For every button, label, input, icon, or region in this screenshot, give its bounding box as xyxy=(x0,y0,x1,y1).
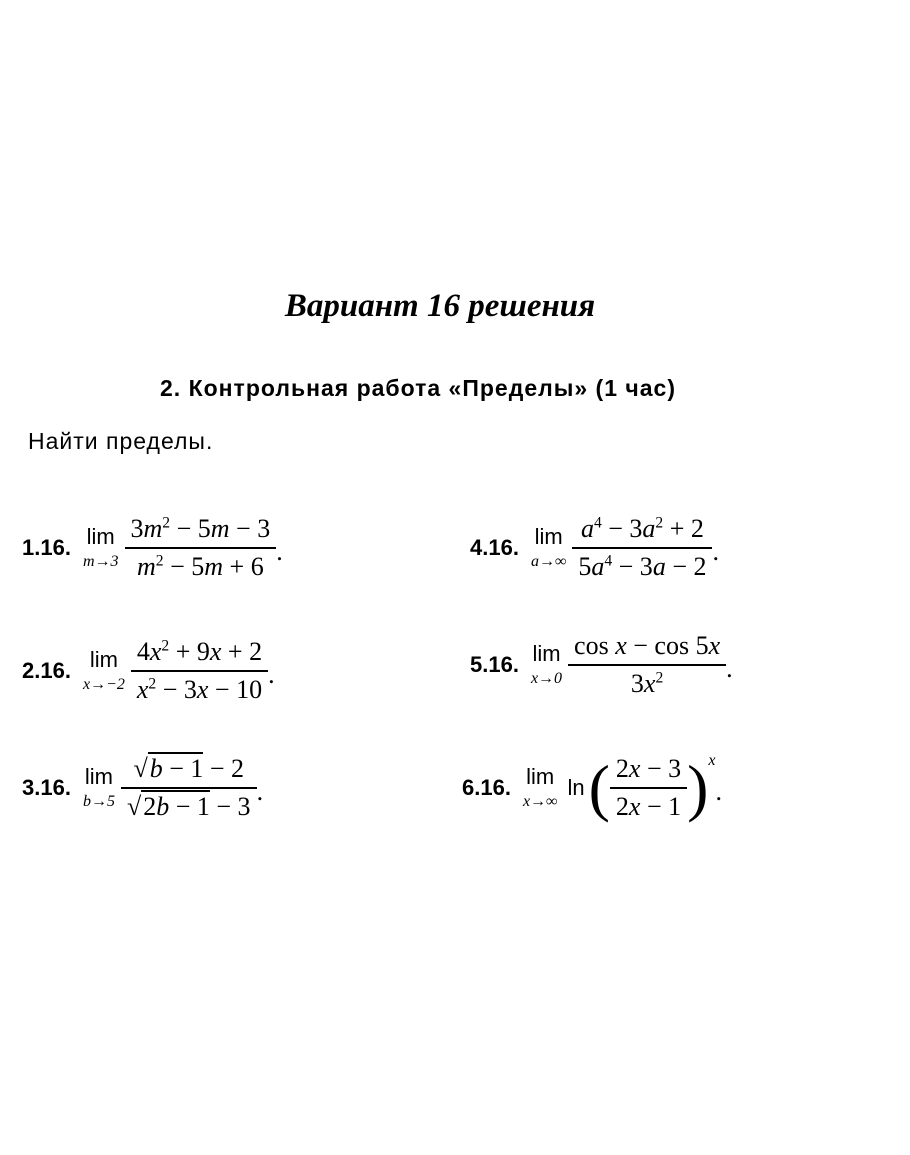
limit-operator xyxy=(82,523,119,570)
right-paren: ) xyxy=(687,751,709,823)
numerator: $3m^2 - 5m - 3$ xyxy=(130,513,271,543)
lim-word: lim xyxy=(84,763,113,789)
numerator: $4x^2 + 9x + 2$ xyxy=(136,636,263,666)
numerator: 2x − 3 xyxy=(615,753,682,783)
limit-operator xyxy=(82,763,115,810)
limit-operator xyxy=(82,646,125,693)
instruction-text: Найти пределы. xyxy=(28,428,214,454)
problem-number: 6.16. xyxy=(462,774,511,800)
fraction-bar xyxy=(610,787,687,789)
denominator: $x^2 - 3x - 10$ xyxy=(136,674,263,704)
problem-number: 2.16. xyxy=(22,657,71,683)
problem-number: 1.16. xyxy=(22,534,71,560)
fraction-bar xyxy=(125,547,277,549)
period: . xyxy=(712,536,719,566)
limit-subscript: x→0 xyxy=(530,669,563,687)
period: . xyxy=(256,776,264,806)
problem-4-16 xyxy=(470,500,719,595)
fraction xyxy=(568,631,726,699)
fraction-bar xyxy=(572,547,712,549)
limit-operator xyxy=(530,640,563,687)
period: . xyxy=(726,653,733,683)
fraction xyxy=(572,514,712,582)
fraction-bar xyxy=(121,787,257,789)
denominator: $5a^4 - 3a - 2$ xyxy=(578,551,707,581)
fraction-bar xyxy=(131,670,268,672)
lim-word: lim xyxy=(86,523,115,549)
limit-subscript: a→∞ xyxy=(530,552,567,570)
problem-5-16 xyxy=(470,617,733,712)
fraction-bar xyxy=(568,664,726,666)
period: . xyxy=(276,536,283,566)
period: . xyxy=(268,659,275,689)
denominator: √2b − 1 − 3 xyxy=(126,791,251,821)
left-paren: ( xyxy=(588,751,610,823)
limit-operator xyxy=(530,523,567,570)
fraction xyxy=(121,754,257,822)
numerator: cos x − cos 5x xyxy=(574,630,721,660)
denominator: $m^2 - 5m + 6$ xyxy=(137,551,264,581)
limit-subscript: b→5 xyxy=(82,792,115,810)
lim-word: lim xyxy=(534,523,563,549)
problem-number: 5.16. xyxy=(470,651,519,677)
problem-3-16 xyxy=(22,740,263,835)
problem-1-16 xyxy=(22,500,283,595)
lim-word: lim xyxy=(526,763,555,789)
fraction xyxy=(131,637,268,705)
problem-2-16 xyxy=(22,623,275,718)
problem-number: 4.16. xyxy=(470,534,519,560)
limit-subscript: x→∞ xyxy=(522,792,558,810)
lim-word: lim xyxy=(532,640,561,666)
lim-word: lim xyxy=(89,646,118,672)
problem-6-16 xyxy=(462,740,722,835)
denominator: 2x − 1 xyxy=(615,791,682,821)
period: . xyxy=(715,776,723,806)
problem-number: 3.16. xyxy=(22,774,71,800)
limit-operator xyxy=(522,763,558,810)
denominator: $3x^2$ xyxy=(630,668,664,698)
fraction xyxy=(125,514,277,582)
limit-subscript: m→3 xyxy=(82,552,119,570)
page-title: Вариант 16 решения xyxy=(284,288,596,324)
exponent: x xyxy=(708,752,716,769)
numerator: $a^4 - 3a^2 + 2$ xyxy=(580,513,704,543)
ln-function: ln xyxy=(567,774,585,800)
limit-subscript: x→−2 xyxy=(82,675,125,693)
fraction xyxy=(610,754,687,822)
section-heading: 2. Контрольная работа «Пределы» (1 час) xyxy=(160,375,676,401)
numerator: √b − 1 − 2 xyxy=(133,753,245,783)
